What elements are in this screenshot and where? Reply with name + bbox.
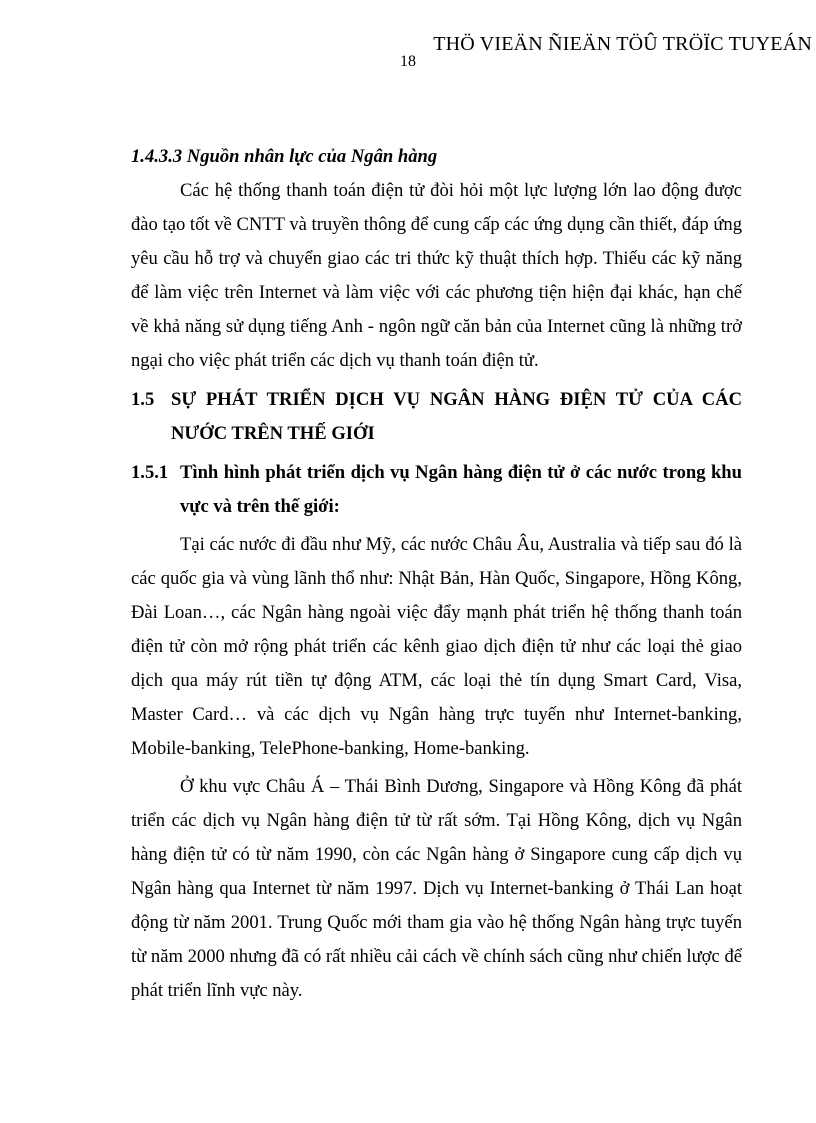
running-header-title: THÖ VIEÄN ÑIEÄN TÖÛ TRÖÏC TUYEÁN [433, 33, 812, 55]
page-number: 18 [400, 53, 416, 70]
section-title: SỰ PHÁT TRIỂN DỊCH VỤ NGÂN HÀNG ĐIỆN TỬ CỦA CÁC NƯỚC TRÊN THẾ GIỚI [171, 389, 742, 444]
subsection-number: 1.5.1 [131, 462, 169, 483]
paragraph-leading-countries: Tại các nước đi đầu như Mỹ, các nước Châu Âu, Australia và tiếp sau đó là các quốc gia và vùng lãnh thổ như: Nhật Bản, Hàn Quốc, Singapore, Hồng Kông, Đài Loan…, các Ngân hàng ngoài việc đẩy mạnh phát triển hệ thống thanh toán điện tử còn mở rộng phát triển các kênh giao dịch điện tử như các loại thẻ giao dịch qua máy rút tiền tự động ATM, các loại thẻ tín dụng Smart Card, Visa, Master Card… và các dịch vụ Ngân hàng trực tuyến như Internet-banking, Mobile-banking, TelePhone-banking, Home-banking. [131, 534, 742, 759]
section-heading-1-5-1 [131, 456, 742, 524]
subsection-title: Tình hình phát triển dịch vụ Ngân hàng điện tử ở các nước trong khu vực và trên thế giới: [180, 462, 742, 517]
section-heading-1-5 [131, 383, 742, 451]
page-body [131, 140, 742, 1008]
paragraph-asia-pacific: Ở khu vực Châu Á – Thái Bình Dương, Singapore và Hồng Kông đã phát triển các dịch vụ Ngân hàng điện tử từ rất sớm. Tại Hồng Kông, dịch vụ Ngân hàng điện tử có từ năm 1990, còn các Ngân hàng ở Singapore cung cấp dịch vụ Ngân hàng qua Internet từ năm 1997. Dịch vụ Internet-banking ở Thái Lan hoạt động từ năm 2001. Trung Quốc mới tham gia vào hệ thống Ngân hàng trực tuyến từ năm 2000 nhưng đã có rất nhiều cải cách về chính sách cũng như chiến lược để phát triển lĩnh vực này. [131, 776, 742, 1001]
paragraph-human-resources: Các hệ thống thanh toán điện tử đòi hỏi một lực lượng lớn lao động được đào tạo tốt về CNTT và truyền thông để cung cấp các ứng dụng cần thiết, đáp ứng yêu cầu hỗ trợ và chuyển giao các tri thức kỹ thuật thích hợp. Thiếu các kỹ năng để làm việc trên Internet và làm việc với các phương tiện hiện đại khác, hạn chế về khả năng sử dụng tiếng Anh - ngôn ngữ căn bản của Internet cũng là những trở ngại cho việc phát triển các dịch vụ thanh toán điện tử. [131, 180, 742, 371]
section-number: 1.5 [131, 389, 155, 410]
subsection-heading-1-4-3-3: 1.4.3.3 Nguồn nhân lực của Ngân hàng [131, 146, 438, 167]
